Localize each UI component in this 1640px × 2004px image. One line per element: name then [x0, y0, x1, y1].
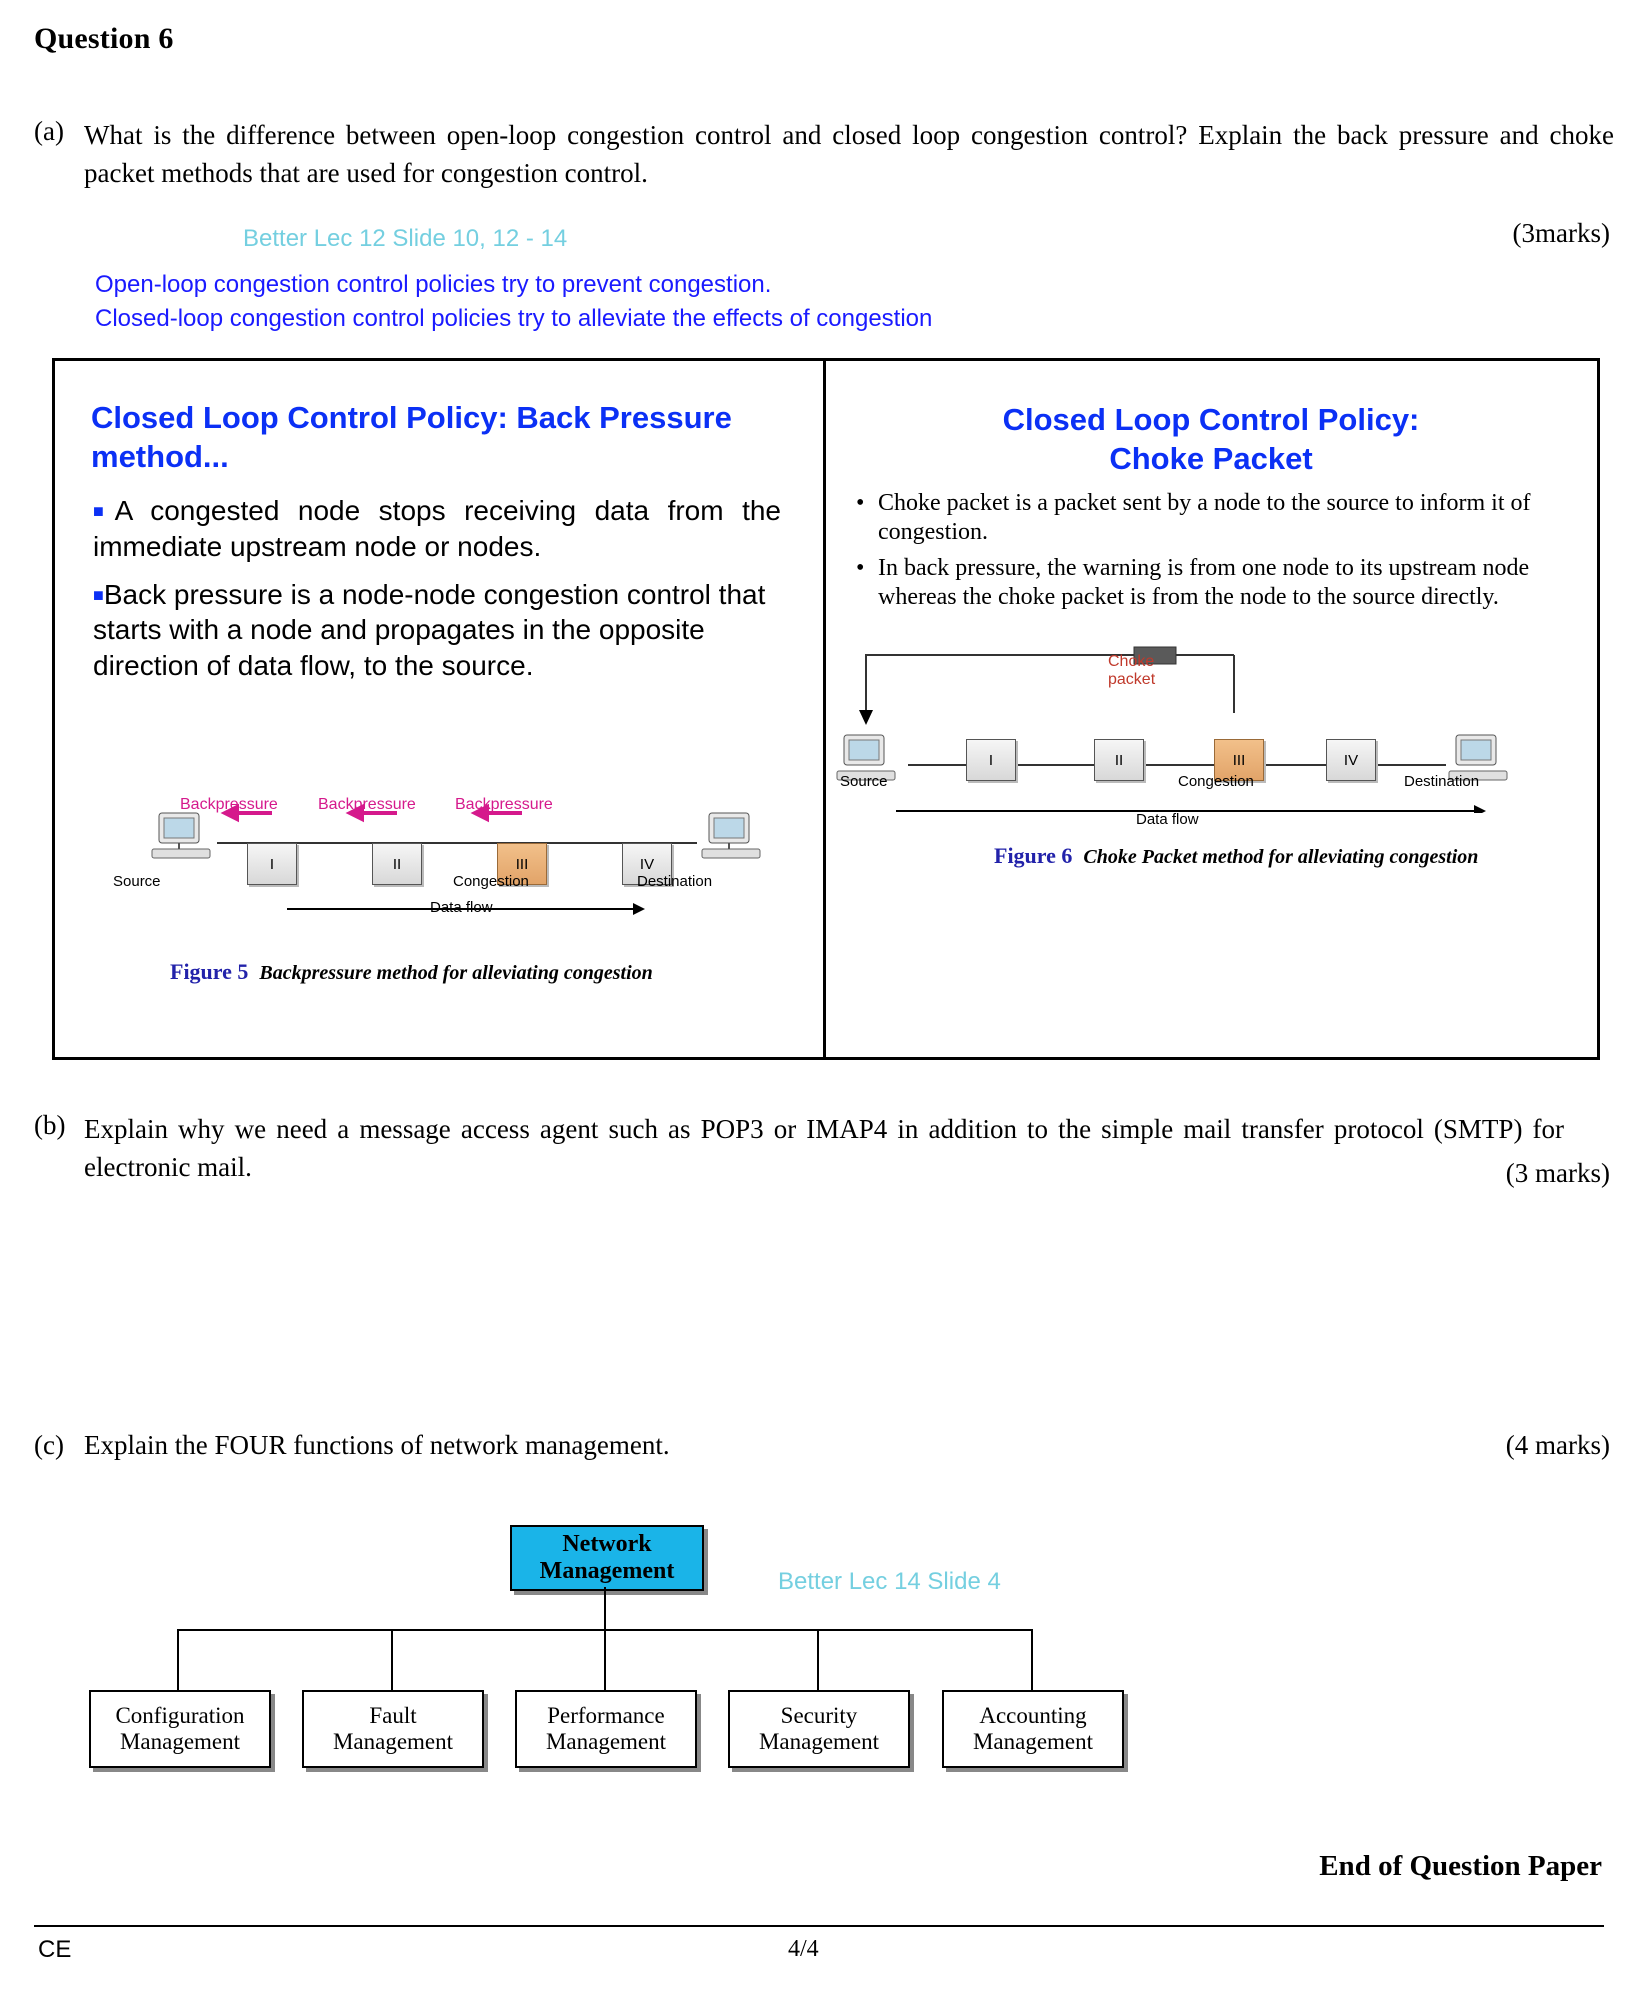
- org-leaf-1-line1: Configuration: [115, 1702, 245, 1728]
- footer-divider: [34, 1925, 1604, 1927]
- node-III-congested: III: [1214, 739, 1264, 781]
- org-node-security-management: [728, 1690, 910, 1768]
- slide-left-bullet-1: [93, 493, 781, 565]
- slide-left-body: [93, 493, 781, 696]
- page-title: Question 6: [34, 22, 174, 55]
- org-connector-v3: [604, 1629, 606, 1690]
- org-root-line2: Management: [539, 1558, 675, 1584]
- part-c-marks: (4 marks): [1505, 1430, 1610, 1460]
- org-leaf-5-line2: Management: [972, 1729, 1094, 1754]
- destination-label: Destination: [637, 873, 713, 890]
- square-bullet-icon: ■: [93, 584, 104, 605]
- slide-choke-packet: [826, 361, 1597, 1057]
- network-management-org-chart: [85, 1525, 1145, 1754]
- org-node-performance-management: [515, 1690, 697, 1768]
- backpressure-label-1: Backpressure: [180, 796, 278, 813]
- slide-right-title: [856, 401, 1566, 479]
- part-b-marks: (3 marks): [1505, 1158, 1610, 1188]
- org-node-accounting-management: [942, 1690, 1124, 1768]
- node-I: I: [247, 843, 297, 885]
- destination-label: Destination: [1404, 773, 1480, 790]
- annotation-open-loop: [95, 268, 932, 336]
- node-II: II: [372, 843, 422, 885]
- annotation-open-loop-line: Open-loop congestion control policies try to prevent congestion.: [95, 271, 772, 298]
- part-b-label: (b): [34, 1110, 66, 1140]
- slide-left-bullet-2-text: Back pressure is a node-node congestion control that starts with a node and propagates in the opposite direction of data flow, to the source.: [93, 578, 766, 682]
- choke-label-line1: Choke: [1108, 653, 1155, 670]
- org-root-line1: Network: [562, 1531, 652, 1558]
- figure-6-text: Choke Packet method for alleviating congestion: [1083, 846, 1479, 868]
- node-I: I: [966, 739, 1016, 781]
- destination-computer-icon: [702, 813, 760, 858]
- annotation-lecture-ref-a: Better Lec 12 Slide 10, 12 - 14: [243, 225, 568, 252]
- congestion-label: Congestion: [453, 873, 529, 890]
- part-b-text: Explain why we need a message access agent such as POP3 or IMAP4 in addition to the simple mail transfer protocol (SMTP) for electronic mail.: [84, 1114, 1564, 1183]
- org-leaf-2-line1: Fault: [369, 1702, 417, 1728]
- org-connector-v1: [177, 1629, 179, 1690]
- org-leaf-3-line2: Management: [545, 1729, 667, 1754]
- end-of-question-paper: End of Question Paper: [1319, 1850, 1602, 1882]
- figure-5-number: Figure 5: [170, 959, 249, 984]
- figure-5-text: Backpressure method for alleviating congestion: [259, 962, 653, 984]
- node-II: II: [1094, 739, 1144, 781]
- org-node-configuration-management: [89, 1690, 271, 1768]
- source-label: Source: [113, 873, 161, 890]
- source-computer-icon: [152, 813, 210, 858]
- slide-right-title-line1: Closed Loop Control Policy:: [1002, 402, 1420, 437]
- footer-page-number: 4/4: [788, 1936, 819, 1962]
- org-connector-v2: [391, 1629, 393, 1690]
- node-IV: IV: [622, 843, 672, 885]
- slide-left-bullet-1-text: A congested node stops receiving data from the immediate upstream node or nodes.: [93, 495, 781, 562]
- annotation-closed-loop-line: Closed-loop congestion control policies try to alleviate the effects of congestion: [95, 305, 933, 333]
- slide-right-bullet-2: • In back pressure, the warning is from one node to its upstream node whereas the choke packet is from the node to the source directly.: [878, 554, 1588, 613]
- org-node-network-management: [510, 1525, 704, 1591]
- backpressure-label-3: Backpressure: [455, 796, 553, 813]
- node-IV: IV: [1326, 739, 1376, 781]
- backpressure-label-2: Backpressure: [318, 796, 416, 813]
- choke-label-line2: packet: [1108, 671, 1156, 689]
- part-a-marks: (3marks): [1512, 218, 1610, 248]
- org-connector-vertical-root: [604, 1587, 606, 1629]
- square-bullet-icon: ■: [93, 501, 115, 521]
- slide-left-bullet-2: [93, 577, 781, 684]
- backpressure-diagram: [97, 791, 817, 951]
- node-III-congested: III: [497, 843, 547, 885]
- org-connector-v5: [1031, 1629, 1033, 1690]
- slide-left-title: Closed Loop Control Policy: Back Pressure method...: [91, 400, 732, 474]
- choke-packet-label: [1108, 653, 1155, 690]
- figure-5-caption: [170, 959, 653, 985]
- figure-6-number: Figure 6: [994, 843, 1073, 868]
- footer-course-code: CE: [38, 1936, 72, 1963]
- slide-right-title-line2: Choke Packet: [1109, 440, 1313, 476]
- org-leaf-5-line1: Accounting: [979, 1702, 1087, 1728]
- source-label: Source: [840, 773, 888, 790]
- org-leaf-1-line2: Management: [119, 1729, 241, 1754]
- figure-6-caption: [994, 843, 1478, 869]
- data-flow-label: Data flow: [1136, 811, 1199, 828]
- org-node-fault-management: [302, 1690, 484, 1768]
- data-flow-label: Data flow: [430, 899, 493, 916]
- org-connector-v4: [817, 1629, 819, 1690]
- slide-right-bullet-1: • Choke packet is a packet sent by a node to the source to inform it of congestion.: [878, 489, 1588, 548]
- part-c-label: (c): [34, 1430, 64, 1460]
- annotation-lecture-ref-c: Better Lec 14 Slide 4: [778, 1568, 1001, 1595]
- org-leaf-2-line2: Management: [332, 1729, 454, 1754]
- slides-figure-box: [52, 358, 1600, 1060]
- org-leaf-4-line2: Management: [758, 1729, 880, 1754]
- part-a-label: (a): [34, 116, 64, 146]
- slide-backpressure: [55, 361, 826, 1057]
- org-leaf-3-line1: Performance: [547, 1702, 665, 1728]
- part-a-text: What is the difference between open-loop congestion control and closed loop congestion control? Explain the back pressure and choke packet methods that are used for congestion control.: [84, 120, 1614, 189]
- org-leaf-4-line1: Security: [780, 1702, 858, 1728]
- slide-right-body: [848, 489, 1588, 618]
- part-c-text: Explain the FOUR functions of network management.: [84, 1430, 670, 1460]
- congestion-label: Congestion: [1178, 773, 1254, 790]
